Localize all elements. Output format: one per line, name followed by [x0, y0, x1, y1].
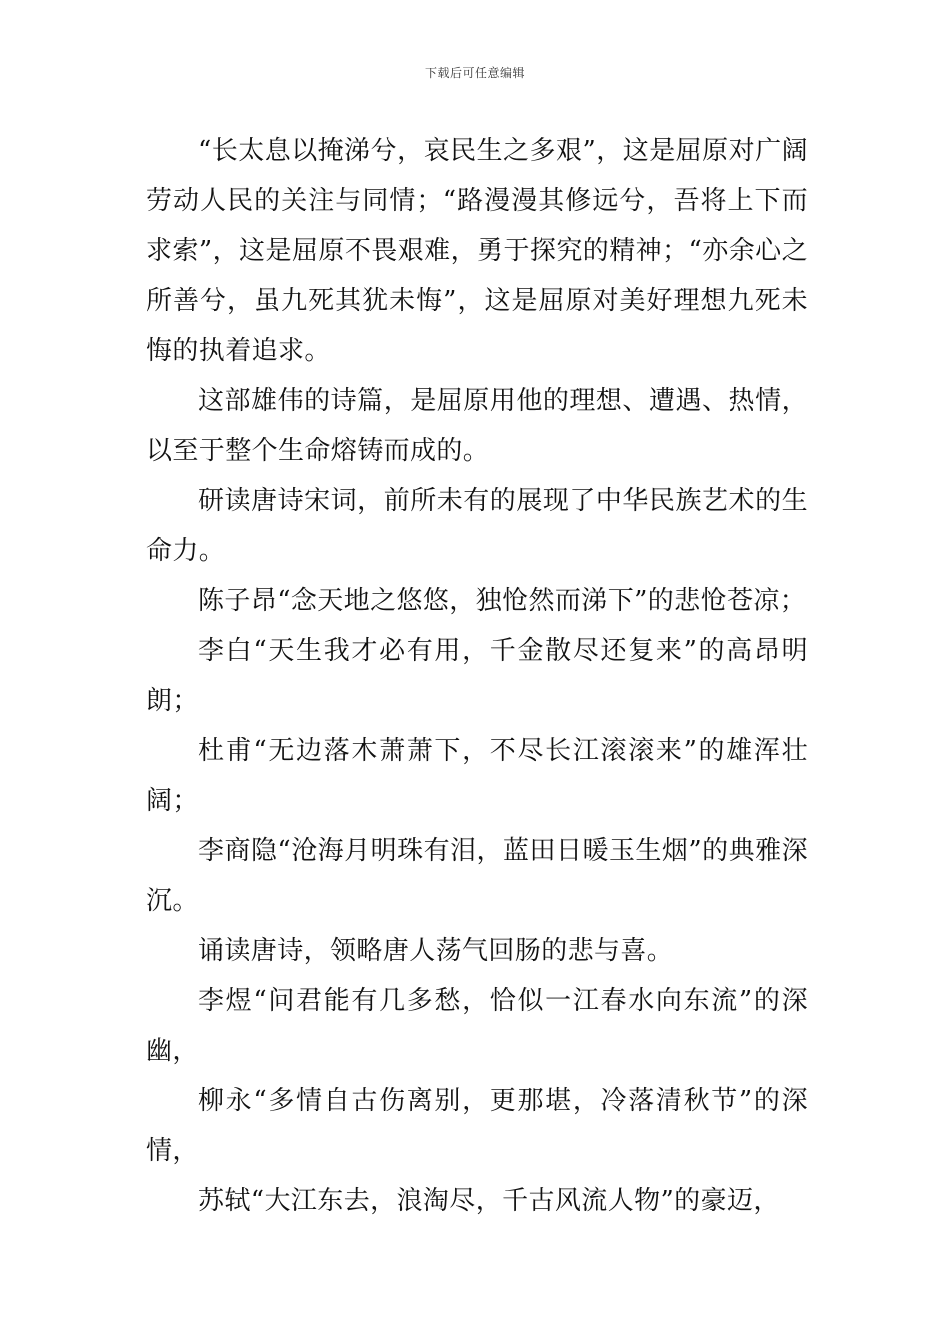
paragraph-9: 李煜“问君能有几多愁，恰似一江春水向东流”的深幽， — [146, 986, 808, 1066]
paragraph-11: 苏轼“大江东去，浪淘尽，千古风流人物”的豪迈， — [198, 1186, 780, 1216]
paragraph-8: 诵读唐诗，领略唐人荡气回肠的悲与喜。 — [198, 936, 674, 966]
paragraph-7: 李商隐“沧海月明珠有泪，蓝田日暖玉生烟”的典雅深沉。 — [146, 836, 808, 916]
document-body — [146, 126, 808, 1226]
paragraph-3: 研读唐诗宋词，前所未有的展现了中华民族艺术的生命力。 — [146, 486, 808, 566]
page-header: 下载后可任意编辑 — [424, 66, 525, 80]
paragraph-6: 杜甫“无边落木萧萧下，不尽长江滚滚来”的雄浑壮阔； — [146, 736, 808, 816]
paragraph-2: 这部雄伟的诗篇，是屈原用他的理想、遭遇、热情，以至于整个生命熔铸而成的。 — [146, 386, 808, 466]
paragraph-1: “长太息以掩涕兮，哀民生之多艰”，这是屈原对广阔劳动人民的关注与同情；“路漫漫其修远兮，吾将上下而求索”，这是屈原不畏艰难，勇于探究的精神；“亦余心之所善兮，虽九死其犹未悔”，这是屈原对美好理想九死未悔的执着追求。 — [146, 136, 808, 366]
paragraph-10: 柳永“多情自古伤离别，更那堪，冷落清秋节”的深情， — [146, 1086, 808, 1166]
paragraph-4: 陈子昂“念天地之悠悠，独怆然而涕下”的悲怆苍凉； — [198, 586, 807, 616]
paragraph-5: 李白“天生我才必有用，千金散尽还复来”的高昂明朗； — [146, 636, 808, 716]
